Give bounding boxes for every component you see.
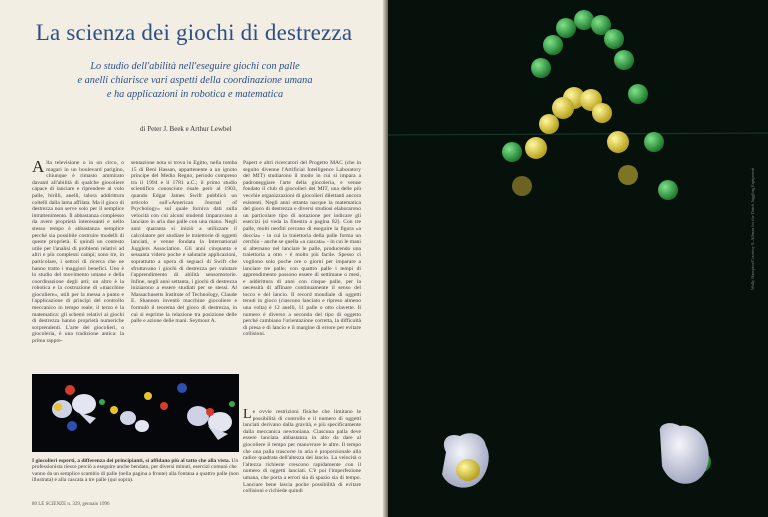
- green-ball: [543, 35, 563, 55]
- caption-text: Un professionista riesce perciò a eseguire anche bendato, per diversi minuti, esercizi comuni che vanno da un semplice scambio di palle (nella pagina a fronte) alla fontana a quattro palle (non illustrata) e alla cascata a tre palle (qui sopra).: [32, 458, 239, 484]
- green-ball: [604, 29, 624, 49]
- photo-caption: [32, 458, 240, 484]
- text-column-1: [32, 160, 124, 366]
- red-ball: [65, 385, 75, 395]
- photo-credit: Wally Hampton/Courtesy S. Allman for the Dutch Juggling Equipment: [750, 168, 755, 290]
- blue-ball: [177, 383, 187, 393]
- yellow-ball-faded: [618, 165, 638, 185]
- yellow-ball: [456, 459, 480, 481]
- green-ball: [502, 142, 522, 162]
- yellow-ball-faded: [512, 176, 532, 196]
- green-ball: [614, 50, 634, 70]
- yellow-ball: [592, 103, 612, 123]
- article-subtitle: [30, 60, 360, 102]
- yellow-ball: [552, 97, 574, 119]
- green-ball: [574, 10, 594, 30]
- drop-cap: A: [32, 160, 45, 176]
- right-page-photo: [388, 0, 768, 517]
- ball-trail-photo: [388, 0, 768, 517]
- text-column-3-continued: [243, 409, 361, 499]
- yellow-ball: [607, 131, 629, 153]
- yellow-ball: [539, 114, 559, 134]
- drop-cap: L: [243, 409, 252, 422]
- red-ball: [160, 402, 168, 410]
- green-ball: [556, 18, 576, 38]
- subtitle-line: e anelli chiarisce vari aspetti della coordinazione umana: [77, 75, 313, 86]
- red-ball: [206, 408, 214, 416]
- article-title: La scienza dei giochi di destrezza: [35, 20, 353, 45]
- green-ball: [531, 58, 551, 78]
- yellow-ball: [110, 406, 118, 414]
- article-authors: di Peter J. Beek e Arthur Lewbel: [140, 125, 232, 133]
- column-text: e ovvie restrizioni fisiche che limitano le possibilità di controllo e il numero di oggetti lanciati derivano dalla gravità, e più specificamente dalla meccanica newtoniana. Ciascuna palla deve essere lanciata abbastanza in alto da dare al giocoliere il tempo per manovrare le altre. Il tempo che una palla trascorre in aria è proporzionale alla radice quadrata dell'altezza del lancio. La velocità o l'altezza richieste crescono rapidamente con il numero di oggetti lanciati. C'è poi l'imperfezione umana, che porta a errori sia di spazio sia di tempo. Lanciare bene lascia poche possibilità di evitare collisioni e richiede quindi: [243, 409, 361, 495]
- green-ball: [658, 180, 678, 200]
- subtitle-line: e ha applicazioni in robotica e matematica: [106, 89, 284, 100]
- yellow-ball: [144, 392, 152, 400]
- yellow-ball: [525, 137, 547, 159]
- page-footer: 80 LE SCIENZE n. 329, gennaio 1996: [32, 502, 110, 507]
- juggling-sequence-photo: [32, 374, 239, 452]
- blue-ball: [67, 421, 77, 431]
- column-text: lla televisione o in un circo, o magari in un boulevard parigino, chiunque è rimasto ammirato davanti all'abilità di qualche giocoliere capace di lanciare e riprendere al volo palle, birilli, anelli, talora addirittura coltelli dalla lama affilata. Ma il gioco di destrezza non serve solo per il semplice intrattenimento. Il abbastanza complesso da avere proprietà interessanti e nello stesso tempo è abbastanza semplice perché sia possibile costruire modelli di queste proprietà. E quindi un contesto utile per l'analisi di problemi relativi ad altri e più complessi campi; sono tre, in particolare, i settori di ricerca che ne hanno tratto i maggiori benefici. Uno è lo studio del movimento umano e della coordinazione degli arti; un altro è la robotica e la costruzione di «macchine giocoliere», utili per la messa a punto e l'applicazione di principi del controllo meccanico in tempo reale; il terzo è la matematica: gli schemi relativi ai giochi di destrezza hanno proprietà numeriche sorprendenti. L'arte dei giocolieri, o giocoleria, è una tradizione antica: la prima rappre-: [32, 160, 124, 345]
- subtitle-line: Lo studio dell'abilità nell'eseguire giochi con palle: [90, 61, 300, 72]
- column-text: Papert e altri ricercatori del Progetto MAC (che in seguito divenne l'Artificial Intelligence Laboratory del MIT) studiarono il modo in cui si impara a padroneggiare l'arte della giocoleria, e venne fondato il club di giocolieri del MIT, una delle più vecchie organizzazioni di giocolieri dilettanti ancora esistenti. Negli anni ottanta nacque la matematica del gioco di destrezza e diversi studiosi elaborarono un particolare tipo di notazione per indicare gli esercizi (si veda la finestra a pagina 82). Con tre palle, molti neofiti cercano di eseguire la figura «a doccia» - in cui la traiettoria della palle forma un cerchio - anche se quella «a cascata» - in cui le mani si alternano nel lanciare le palle, producendo una traiettoria a otto - è molto più facile. Spesso ci vogliono solo poche ore o giorni per imparare a lanciare tre palle; con quattro palle i tempi di apprendimento possono essere di settimane o mesi, e addirittura di anni con cinque palle, per la necessità di affinare continuamente il senso del tocco e del lancio. Il record mondiale di oggetti tenuti in gioco (ciascuno lanciato e ripreso almeno una volta) è 12 anelli, 11 palle o otto clavette. Il numero è diverso a seconda del tipo di oggetto perché cambiano l'orientazione corretta, la difficoltà di presa e di lancio e il margine di errore per evitare collisioni.: [243, 160, 361, 338]
- text-column-3: [243, 160, 361, 366]
- green-ball: [628, 84, 648, 104]
- yellow-ball: [54, 403, 62, 411]
- green-ball: [644, 132, 664, 152]
- green-ball: [99, 399, 105, 405]
- text-column-2: [131, 160, 237, 366]
- green-ball: [229, 401, 235, 407]
- photo-illustration: [32, 374, 239, 452]
- caption-lead: I giocolieri esperti, a differenza dei principianti, si affidano più al tatto che alla vista.: [32, 458, 231, 464]
- column-text: sentazione nota si trova in Egitto, nella tomba 15 di Beni Hassan, appartenente a un ignoto principe del Medio Regno, periodo compreso tra il 1994 e il 1781 a.C.; il primo studio scientifico conosciuto risale però al 1903, quando Edgar James Swift pubblicò un articolo sull'«American Journal of Psychology» sul quale forniva dati sulla velocità con cui alcuni studenti imparavano a lanciare in aria due palle con una mano. Negli anni quaranta si iniziò a utilizzare il calcolatore per studiare le traiettorie di oggetti lanciati, e venne fondata la International Jugglers Association. Gli anni cinquanta e sessanta videro poche e salutarie applicazioni, soprattutto a opera di seguaci di Swift che sfruttavano i giochi di destrezza per valutare l'apprendimento di abilità sensomotorie. Infine, negli anni settanta, i giochi di destrezza iniziarono a essere studiati per se stessi. Al Massachusetts Institute of Technology, Claude E. Shannon inventò macchine giocoliere e formulò il teorema del gioco di destrezza, in cui si esprime la relazione tra posizione delle palle e azione delle mani. Seymour A.: [131, 160, 237, 325]
